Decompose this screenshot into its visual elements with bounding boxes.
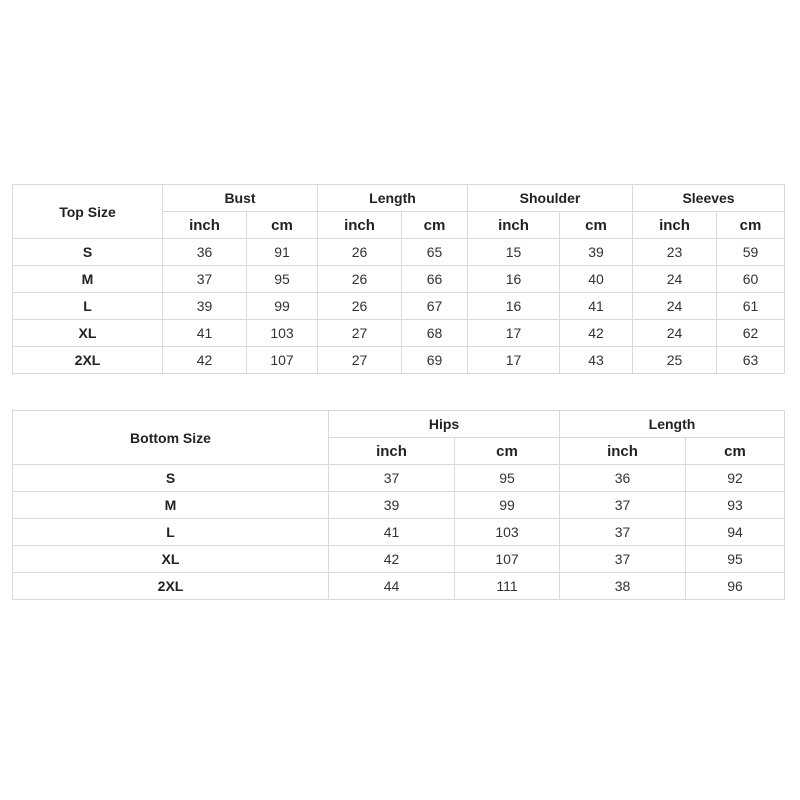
table-cell: 26 <box>318 293 402 320</box>
table-row <box>13 546 785 573</box>
table-cell: 17 <box>468 347 560 374</box>
table-cell: 41 <box>560 293 633 320</box>
top-size-corner-label: Top Size <box>13 185 163 239</box>
bottom-size-corner-label: Bottom Size <box>13 411 329 465</box>
size-label: S <box>13 239 163 266</box>
unit-header: cm <box>686 438 785 465</box>
size-label: M <box>13 492 329 519</box>
table-cell: 42 <box>560 320 633 347</box>
table-cell: 24 <box>633 320 717 347</box>
table-cell: 92 <box>686 465 785 492</box>
table-cell: 27 <box>318 320 402 347</box>
table-cell: 67 <box>402 293 468 320</box>
table-cell: 36 <box>560 465 686 492</box>
table-cell: 27 <box>318 347 402 374</box>
unit-header: cm <box>560 212 633 239</box>
table-cell: 93 <box>686 492 785 519</box>
top-group-length: Length <box>318 185 468 212</box>
size-label: 2XL <box>13 573 329 600</box>
table-cell: 40 <box>560 266 633 293</box>
unit-header: inch <box>163 212 247 239</box>
unit-header: inch <box>329 438 455 465</box>
table-cell: 69 <box>402 347 468 374</box>
table-cell: 23 <box>633 239 717 266</box>
unit-header: cm <box>455 438 560 465</box>
unit-header: inch <box>318 212 402 239</box>
table-cell: 99 <box>247 293 318 320</box>
table-cell: 17 <box>468 320 560 347</box>
table-cell: 65 <box>402 239 468 266</box>
size-label: XL <box>13 546 329 573</box>
table-cell: 107 <box>455 546 560 573</box>
table-cell: 62 <box>717 320 785 347</box>
top-size-table <box>12 184 785 374</box>
table-cell: 37 <box>560 492 686 519</box>
unit-header: inch <box>633 212 717 239</box>
table-cell: 43 <box>560 347 633 374</box>
unit-header: cm <box>717 212 785 239</box>
unit-header: cm <box>402 212 468 239</box>
table-cell: 41 <box>329 519 455 546</box>
unit-header: inch <box>560 438 686 465</box>
table-cell: 60 <box>717 266 785 293</box>
table-cell: 26 <box>318 266 402 293</box>
top-group-bust: Bust <box>163 185 318 212</box>
table-cell: 26 <box>318 239 402 266</box>
table-cell: 37 <box>163 266 247 293</box>
table-cell: 39 <box>560 239 633 266</box>
bottom-size-table <box>12 410 785 600</box>
table-cell: 99 <box>455 492 560 519</box>
bottom-group-hips: Hips <box>329 411 560 438</box>
table-cell: 41 <box>163 320 247 347</box>
table-row <box>13 266 785 293</box>
table-cell: 38 <box>560 573 686 600</box>
table-cell: 24 <box>633 266 717 293</box>
table-cell: 95 <box>686 546 785 573</box>
table-cell: 39 <box>163 293 247 320</box>
size-label: L <box>13 293 163 320</box>
table-row <box>13 492 785 519</box>
table-row <box>13 573 785 600</box>
table-cell: 37 <box>560 546 686 573</box>
table-row <box>13 320 785 347</box>
table-cell: 95 <box>247 266 318 293</box>
table-cell: 24 <box>633 293 717 320</box>
table-cell: 37 <box>560 519 686 546</box>
table-cell: 15 <box>468 239 560 266</box>
table-cell: 42 <box>163 347 247 374</box>
top-group-sleeves: Sleeves <box>633 185 785 212</box>
table-cell: 42 <box>329 546 455 573</box>
table-cell: 91 <box>247 239 318 266</box>
table-cell: 63 <box>717 347 785 374</box>
table-cell: 107 <box>247 347 318 374</box>
size-label: S <box>13 465 329 492</box>
table-row <box>13 347 785 374</box>
unit-header: inch <box>468 212 560 239</box>
unit-header: cm <box>247 212 318 239</box>
table-cell: 36 <box>163 239 247 266</box>
table-cell: 94 <box>686 519 785 546</box>
table-cell: 59 <box>717 239 785 266</box>
table-row <box>13 239 785 266</box>
table-row <box>13 519 785 546</box>
table-cell: 95 <box>455 465 560 492</box>
bottom-group-length: Length <box>560 411 785 438</box>
table-row <box>13 465 785 492</box>
top-group-shoulder: Shoulder <box>468 185 633 212</box>
table-cell: 16 <box>468 293 560 320</box>
size-label: L <box>13 519 329 546</box>
table-cell: 61 <box>717 293 785 320</box>
table-cell: 39 <box>329 492 455 519</box>
table-cell: 68 <box>402 320 468 347</box>
size-label: 2XL <box>13 347 163 374</box>
table-cell: 37 <box>329 465 455 492</box>
table-cell: 25 <box>633 347 717 374</box>
table-cell: 44 <box>329 573 455 600</box>
table-row <box>13 293 785 320</box>
table-cell: 111 <box>455 573 560 600</box>
table-cell: 16 <box>468 266 560 293</box>
table-cell: 66 <box>402 266 468 293</box>
table-cell: 96 <box>686 573 785 600</box>
table-cell: 103 <box>247 320 318 347</box>
size-label: XL <box>13 320 163 347</box>
table-cell: 103 <box>455 519 560 546</box>
size-label: M <box>13 266 163 293</box>
